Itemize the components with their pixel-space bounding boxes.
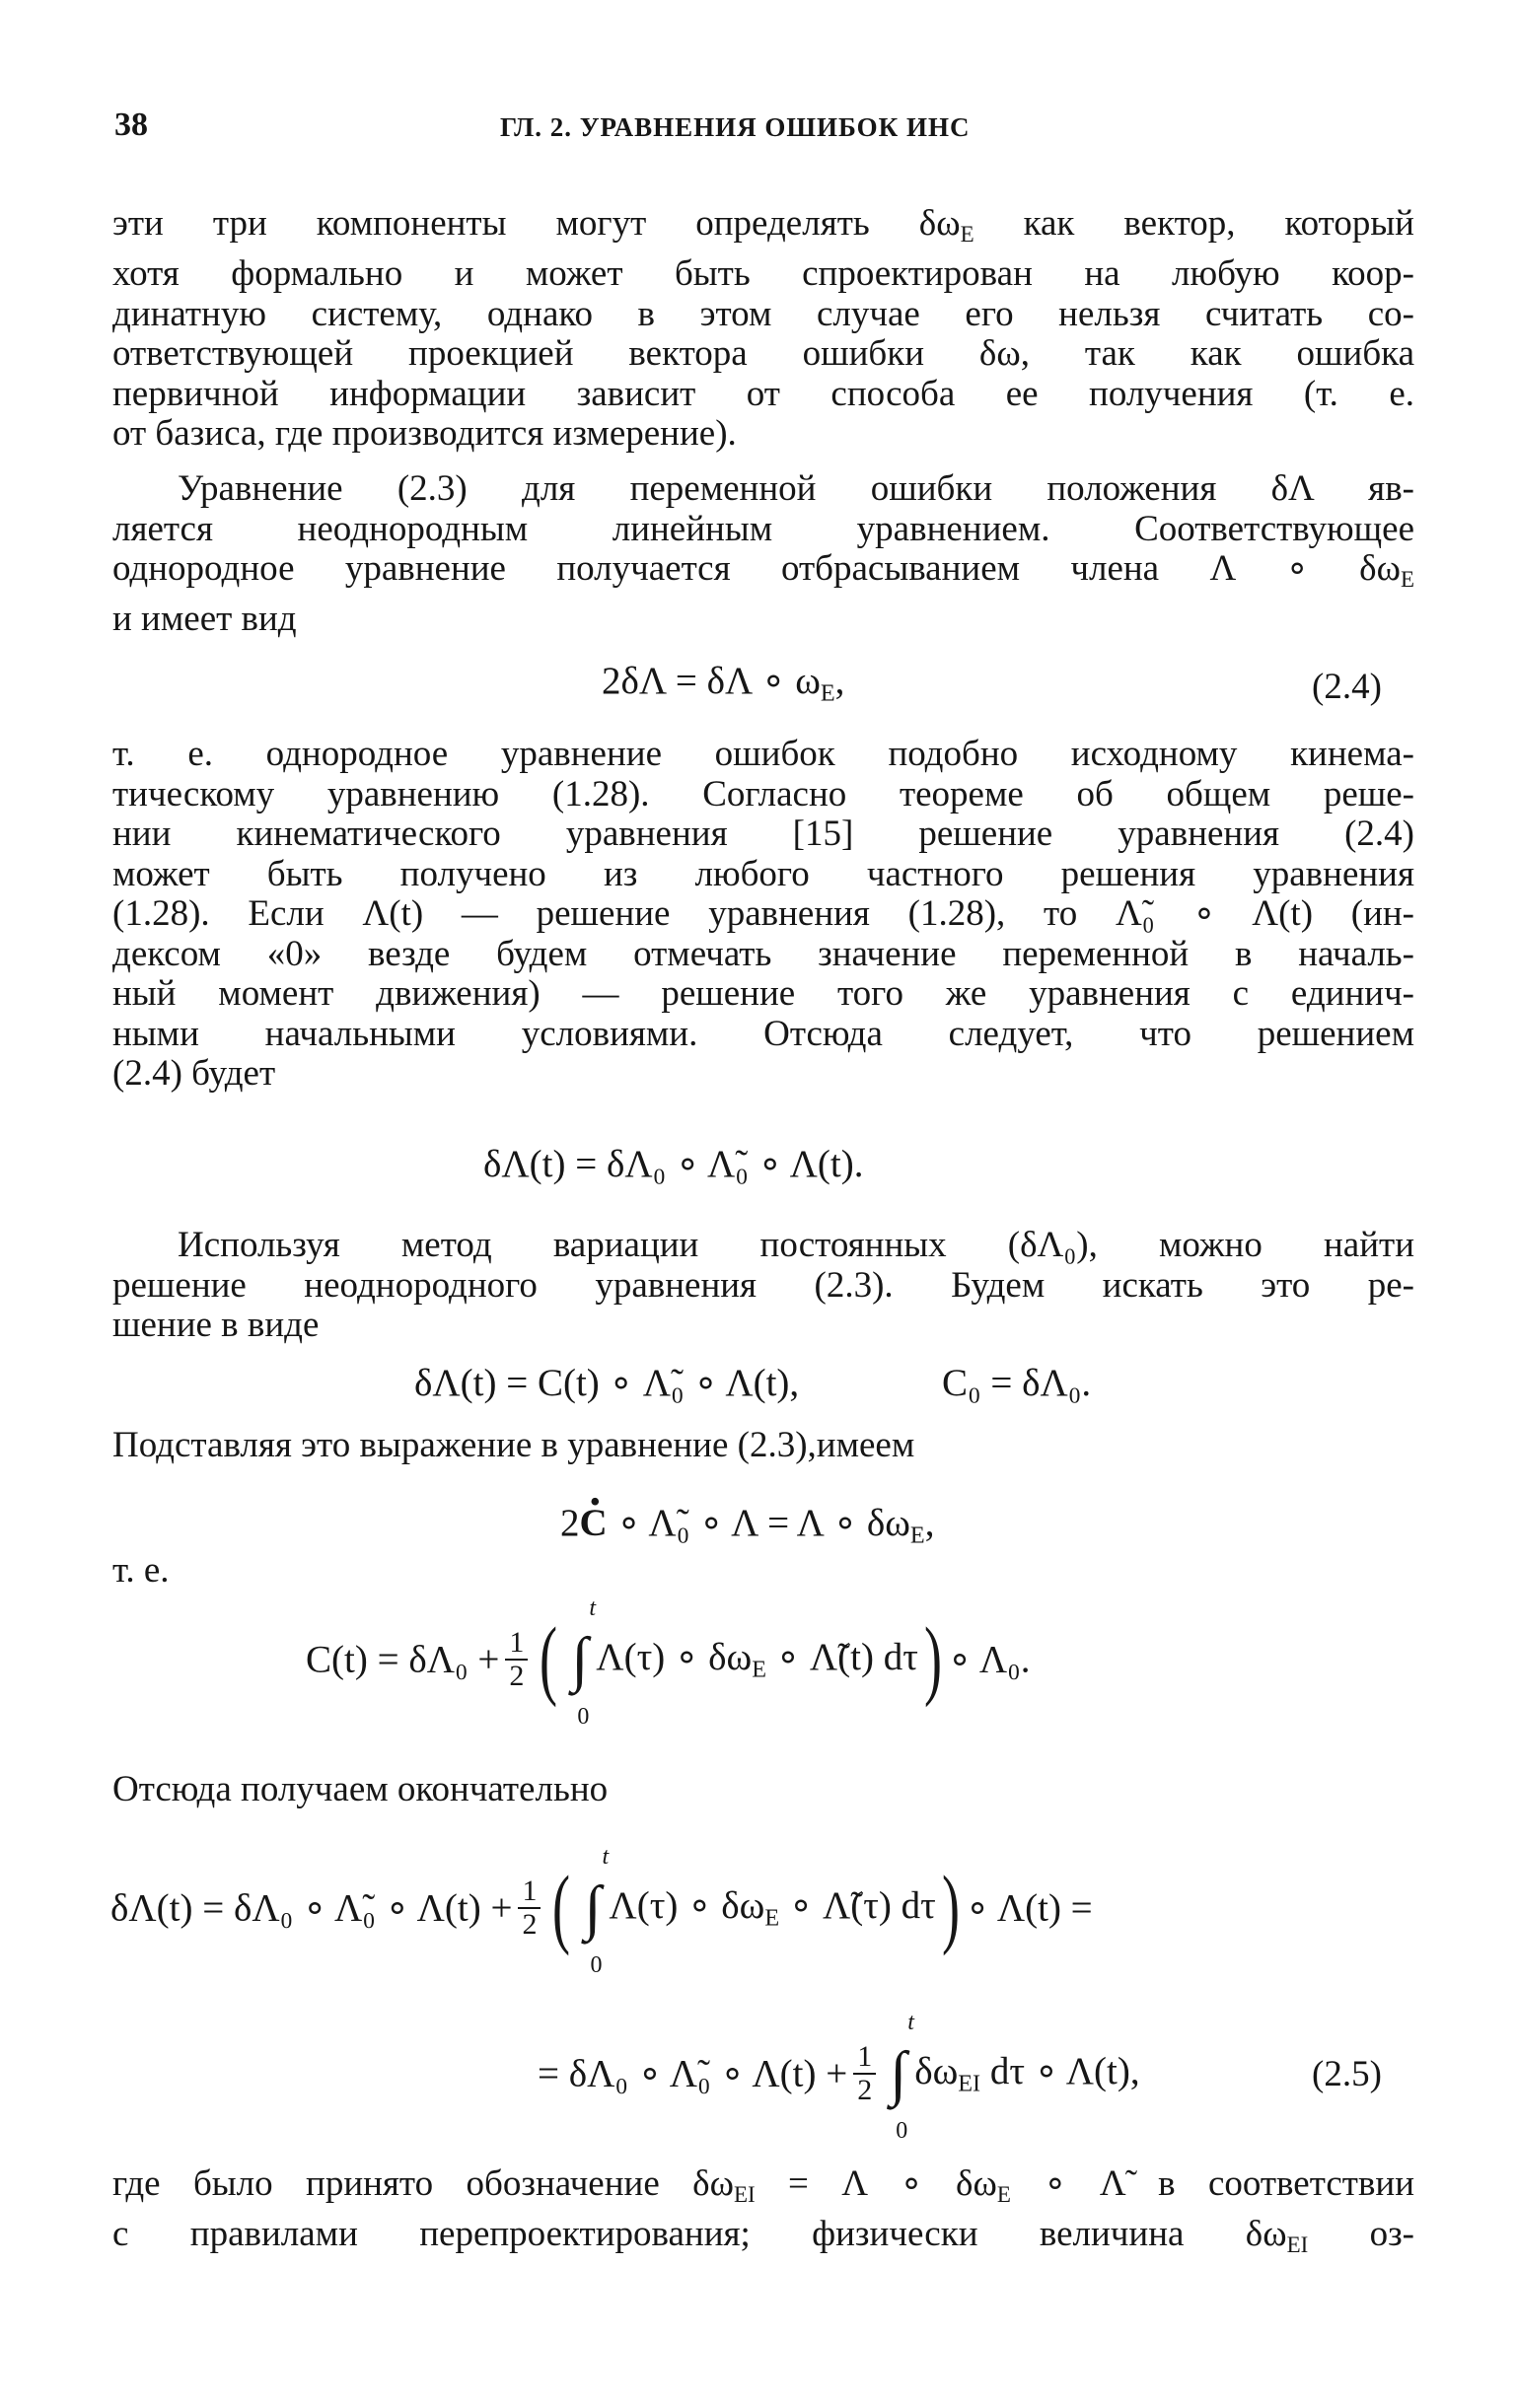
equation-ansatz-right: C₀ = δΛ₀.: [942, 1362, 1092, 1404]
paragraph-line: шение в виде: [112, 1305, 320, 1345]
eq-lhs: 2δΛ: [602, 660, 667, 702]
equation-ansatz-left: δΛ(t) = C(t) ∘ Λ̃₀ ∘ Λ(t),: [414, 1362, 800, 1404]
integral-sign: ∫ t 0: [890, 2010, 914, 2144]
fraction: $\frac{1}{2}$: [518, 1876, 541, 1941]
paragraph-line: хотя формально и может быть спроектирован на любую коор-: [112, 253, 1414, 295]
paragraph-line: и имеет вид: [112, 599, 297, 640]
paragraph-line: Уравнение (2.3) для переменной ошибки положения δΛ яв-: [178, 468, 1414, 509]
equation-substitution: 2· C ∘ Λ̃₀ ∘ Λ = Λ ∘ $\delta\omega_E$,: [560, 1501, 934, 1549]
paragraph-line: где было принято обозначение $\delta\omega_{EI} = \Lambda$ ∘ $\delta\omega_E$ ∘ Λ̃ в соответствии: [112, 2163, 1415, 2207]
integral-sign: ∫ t 0: [584, 1844, 610, 1978]
paragraph-line: ными начальными условиями. Отсюда следует, что решением: [112, 1013, 1414, 1054]
paragraph-line: с правилами перепроектирования; физически величина $\delta\omega_{EI}$ оз-: [112, 2214, 1415, 2258]
equation-2-5-line-2: = δΛ₀ ∘ Λ̃₀ ∘ Λ(t) + $\frac{1}{2}$ ∫ t 0 $\delta\omega_{EI}$ dτ ∘ Λ(t),: [538, 2010, 1140, 2144]
paragraph-line: от базиса, где производится измерение).: [112, 413, 737, 455]
equation-2-4: 2δΛ = δΛ ∘ $\omega_E$,: [602, 660, 845, 707]
equation-homogeneous-solution: δΛ(t) = δΛ₀ ∘ Λ̃₀ ∘ Λ(t).: [483, 1143, 864, 1185]
paragraph-line: ответствующей проекцией вектора ошибки δω, так как ошибка: [112, 333, 1414, 375]
paragraph-line: ляется неоднородным линейным уравнением. Соответствующее: [112, 508, 1414, 549]
eq-rhs: = δΛ ∘ ω: [666, 660, 821, 702]
page-header: [110, 106, 1422, 156]
te-label: [112, 1551, 310, 1592]
paragraph-line: тическому уравнению (1.28). Согласно теореме об общем реше-: [112, 773, 1414, 814]
paragraph-line: первичной информации зависит от способа ее получения (т. е.: [112, 373, 1414, 414]
equation-number: (2.4): [1312, 667, 1382, 707]
page-number: 38: [114, 106, 148, 143]
fraction: $\frac{1}{2}$: [505, 1627, 528, 1692]
paragraph-line: т. е. однородное уравнение ошибок подобно исходному кинема-: [112, 734, 1414, 774]
paragraph-3: [112, 735, 1414, 1095]
fraction: $\frac{1}{2}$: [853, 2041, 876, 2106]
paragraph-4: [112, 1226, 1414, 1346]
paragraph-line: (2.4) будет: [112, 1053, 276, 1094]
paragraph-line: ный момент движения) — решение того же уравнения с единич-: [112, 973, 1414, 1014]
paragraph-line: дексом «0» везде будем отмечать значение переменной в началь-: [112, 933, 1414, 974]
paragraph-line: нии кинематического уравнения [15] решение уравнения (2.4): [112, 814, 1414, 854]
paragraph-line: Отсюда получаем окончательно: [112, 1769, 609, 1809]
paragraph-line: эти три компоненты могут определять $\delta\omega_E$ как вектор, который: [112, 203, 1414, 247]
paragraph-line: (1.28). Если Λ(t) — решение уравнения (1.28), то Λ̃₀ ∘ Λ(t) (ин-: [112, 893, 1414, 934]
equation-number: (2.5): [1312, 2054, 1382, 2094]
paragraph-line: динатную систему, однако в этом случае его нельзя считать со-: [112, 293, 1414, 334]
paragraph-2: [112, 469, 1414, 640]
paragraph-line: может быть получено из любого частного решения уравнения: [112, 853, 1414, 894]
equation-C: C(t) = δΛ₀ + $\frac{1}{2}$ ( ∫ t 0 Λ(τ) ∘ $\delta\omega_E$ ∘ Λ̃(t) dτ) ∘ Λ₀.: [306, 1595, 1031, 1730]
paragraph-line: Используя метод вариации постоянных (δΛ₀), можно найти: [178, 1225, 1414, 1265]
paragraph-line: Подставляя это выражение в уравнение (2.3),имеем: [112, 1425, 915, 1465]
paragraph-7: [112, 2164, 1414, 2266]
paragraph-line: решение неоднородного уравнения (2.3). Будем искать это ре-: [112, 1264, 1414, 1306]
paragraph-5: [112, 1426, 1414, 1466]
integral-sign: ∫ t 0: [571, 1595, 596, 1730]
paragraph-line: т. е.: [112, 1550, 170, 1591]
paragraph-6: [112, 1770, 1414, 1810]
paragraph-line: однородное уравнение получается отбрасыванием члена Λ ∘ $\delta\omega_E$: [112, 548, 1414, 592]
paragraph-1: [112, 204, 1414, 455]
equation-2-5-line-1: δΛ(t) = δΛ₀ ∘ Λ̃₀ ∘ Λ(t) + $\frac{1}{2}$ ( ∫ t 0 Λ(τ) ∘ $\delta\omega_E$ ∘ Λ̃(τ) dτ) ∘ Λ(t) =: [110, 1844, 1093, 1978]
running-title: ГЛ. 2. УРАВНЕНИЯ ОШИБОК ИНС: [500, 112, 971, 142]
